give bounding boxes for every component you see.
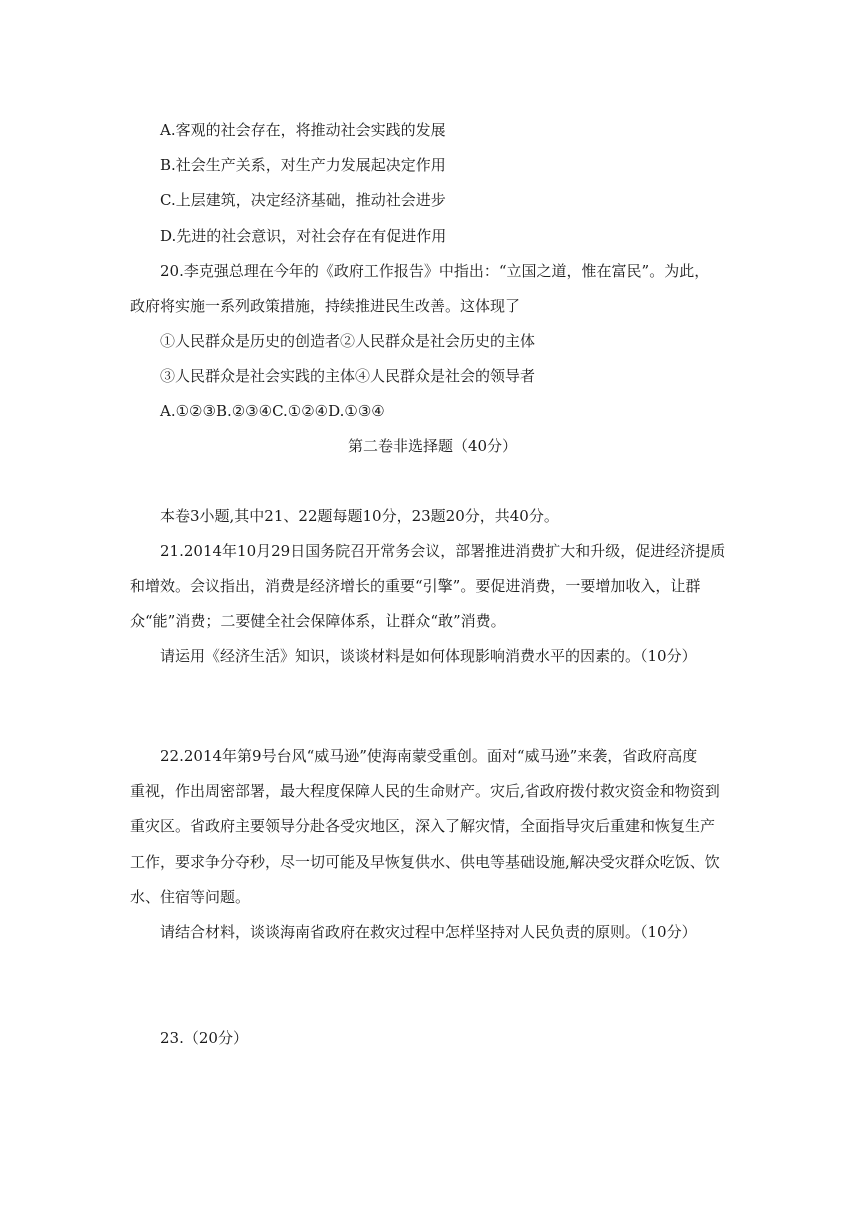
q21-line3: 众“能”消费；二要健全社会保障体系，让群众“敢”消费。 bbox=[130, 612, 506, 630]
q22-line4: 工作，要求争分夺秒，尽一切可能及早恢复供水、供电等基础设施,解决受灾群众吃饭、饮 bbox=[130, 853, 720, 871]
q20-items-line1: ①人民群众是历史的创造者②人民群众是社会历史的主体 bbox=[160, 332, 536, 350]
section2-intro: 本卷3小题,其中21、22题每题10分，23题20分，共40分。 bbox=[160, 507, 559, 525]
q22-line2: 重视，作出周密部署，最大程度保障人民的生命财产。灾后,省政府拨付救灾资金和物资到 bbox=[130, 782, 720, 800]
q21-line2: 和增效。会议指出，消费是经济增长的重要“引擎”。要促进消费，一要增加收入，让群 bbox=[130, 577, 701, 595]
q19-option-c: C.上层建筑，决定经济基础，推动社会进步 bbox=[160, 191, 446, 209]
section2-title: 第二卷非选择题（40分） bbox=[347, 437, 518, 455]
q22-line3: 重灾区。省政府主要领导分赴各受灾地区，深入了解灾情，全面指导灾后重建和恢复生产 bbox=[130, 817, 716, 835]
q21-prompt: 请运用《经济生活》知识，谈谈材料是如何体现影响消费水平的因素的。（10分） bbox=[160, 647, 697, 665]
q22-line5: 水、住宿等问题。 bbox=[130, 888, 251, 906]
q20-stem-line1: 20.李克强总理在今年的《政府工作报告》中指出：“立国之道，惟在富民”。为此， bbox=[160, 262, 710, 280]
q19-option-d: D.先进的社会意识，对社会存在有促进作用 bbox=[160, 227, 447, 245]
q19-option-a: A.客观的社会存在，将推动社会实践的发展 bbox=[160, 121, 446, 139]
q21-line1: 21.2014年10月29日国务院召开常务会议，部署推进消费扩大和升级，促进经济提质 bbox=[160, 542, 726, 560]
q22-prompt: 请结合材料，谈谈海南省政府在救灾过程中怎样坚持对人民负责的原则。（10分） bbox=[160, 923, 697, 941]
q20-options: A.①②③B.②③④C.①②④D.①③④ bbox=[160, 402, 385, 420]
q23-label: 23.（20分） bbox=[160, 1029, 248, 1047]
q19-option-b: B.社会生产关系，对生产力发展起决定作用 bbox=[160, 156, 446, 174]
q22-line1: 22.2014年第9号台风“威马逊”使海南蒙受重创。面对“威马逊”来袭，省政府高度 bbox=[160, 747, 698, 765]
q20-stem-line2: 政府将实施一系列政策措施，持续推进民生改善。这体现了 bbox=[130, 297, 521, 315]
q20-items-line2: ③人民群众是社会实践的主体④人民群众是社会的领导者 bbox=[160, 367, 536, 385]
